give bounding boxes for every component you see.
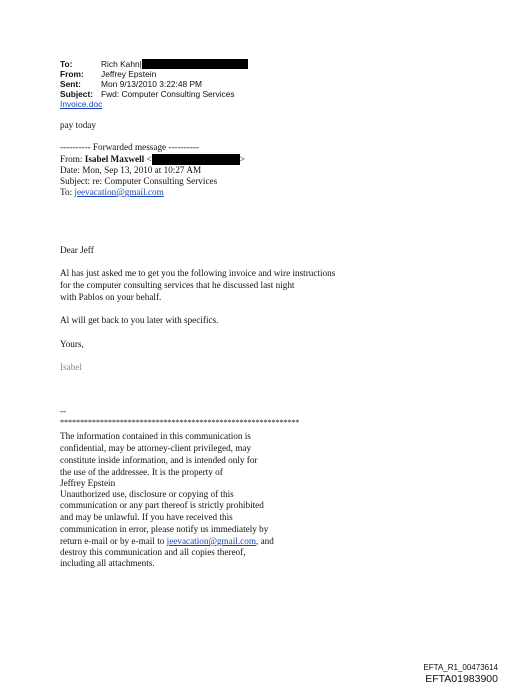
from-label: From:: [60, 69, 84, 79]
body-line: Al has just asked me to get you the following invoice and wire instructions: [60, 268, 336, 278]
from-value: Jeffrey Epstein: [101, 69, 157, 79]
redaction-bar: [152, 154, 240, 165]
disclaimer-line: including all attachments.: [60, 558, 155, 568]
disclaimer-text: return e-mail or by e-mail to: [60, 536, 165, 546]
email-header: [60, 59, 248, 99]
from-row: [60, 69, 248, 79]
disclaimer-line: communication or any part thereof is strictly prohibited: [60, 500, 264, 510]
to-row: [60, 59, 248, 69]
forward-to-email-link[interactable]: jeevacation@gmail.com: [74, 187, 164, 197]
sent-label: Sent:: [60, 79, 81, 89]
disclaimer-line: Jeffrey Epstein: [60, 478, 116, 488]
subject-label: Subject:: [60, 89, 94, 99]
to-label: To:: [60, 59, 73, 69]
forward-from-prefix: From:: [60, 154, 83, 164]
bates-number: EFTA01983900: [425, 673, 498, 685]
disclaimer-line: destroy this communication and all copies thereof,: [60, 547, 246, 557]
subject-row: [60, 89, 248, 99]
forward-from-name: Isabel Maxwell: [84, 154, 145, 164]
sent-row: [60, 79, 248, 89]
disclaimer-email-link[interactable]: jeevacation@gmail.com: [166, 536, 256, 546]
subject-value: Fwd: Computer Consulting Services: [101, 89, 235, 99]
signature: Isabel: [60, 362, 82, 372]
disclaimer-line: [60, 536, 274, 547]
body-line: with Pablos on your behalf.: [60, 292, 162, 302]
disclaimer-stars: ************************************************************: [60, 418, 300, 427]
disclaimer-text: , and: [255, 536, 274, 546]
forward-from-line: [60, 154, 245, 165]
forward-date: Date: Mon, Sep 13, 2010 at 10:27 AM: [60, 165, 202, 175]
forward-from-gt: >: [239, 154, 245, 164]
disclaimer-line: Unauthorized use, disclosure or copying of this: [60, 489, 234, 499]
to-value: Rich Kahn|: [101, 59, 142, 69]
forward-to-prefix: To:: [60, 187, 73, 197]
sent-value: Mon 9/13/2010 3:22:48 PM: [101, 79, 203, 89]
disclaimer-line: communication in error, please notify us immediately by: [60, 524, 269, 534]
body-line: Al will get back to you later with specifics.: [60, 315, 219, 325]
forward-divider: ---------- Forwarded message ----------: [60, 142, 200, 152]
redaction-bar: [142, 59, 248, 69]
disclaimer-line: constitute inside information, and is intended only for: [60, 455, 258, 465]
attachment-link[interactable]: Invoice.doc: [60, 99, 103, 109]
disclaimer-line: confidential, may be attorney-client privileged, may: [60, 443, 252, 453]
body-line: for the computer consulting services that he discussed last night: [60, 280, 295, 290]
intro-text: pay today: [60, 120, 96, 130]
disclaimer-line: The information contained in this communication is: [60, 431, 251, 441]
bates-number-small: EFTA_R1_00473614: [423, 663, 498, 672]
disclaimer-dashes: --: [60, 406, 67, 416]
greeting: Dear Jeff: [60, 245, 94, 255]
forward-to-line: [60, 187, 164, 198]
disclaimer-line: the use of the addressee. It is the property of: [60, 467, 223, 477]
forward-from-lt: <: [146, 154, 152, 164]
forward-subject: Subject: re: Computer Consulting Services: [60, 176, 218, 186]
closing: Yours,: [60, 339, 84, 349]
disclaimer-line: and may be unlawful. If you have received this: [60, 512, 233, 522]
